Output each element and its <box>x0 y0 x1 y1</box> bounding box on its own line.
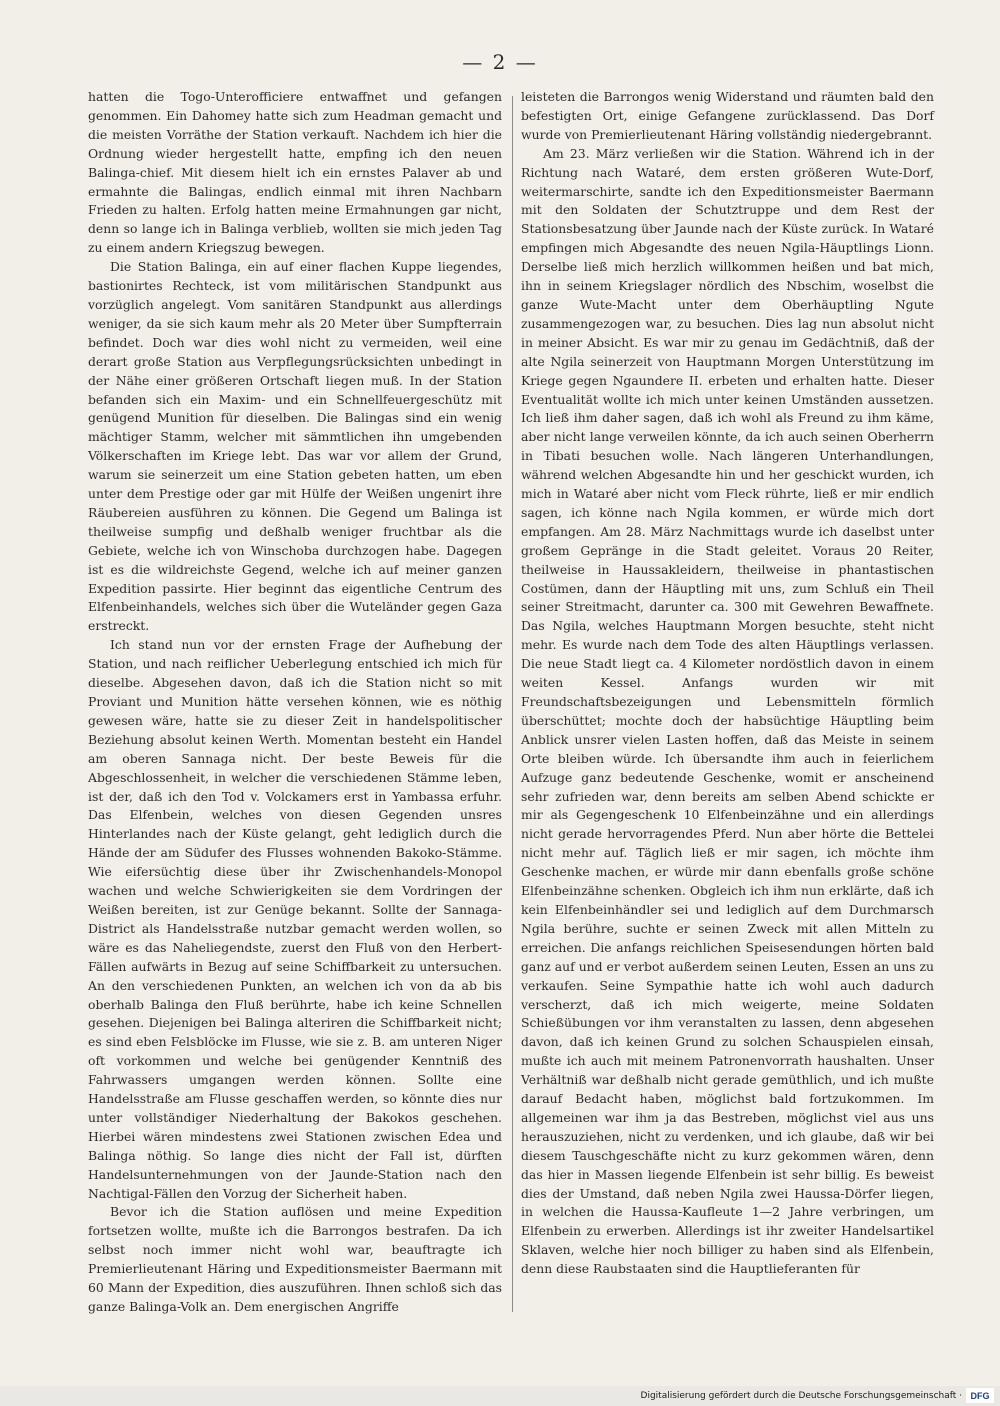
left-column <box>88 88 502 1317</box>
paragraph: hatten die Togo-Unterofficiere entwaffnet und gefangen genommen. Ein Dahomey hatte sich zum Headman gemacht und die meisten Vorräthe der Station verkauft. Nachdem ich hier die Ordnung wieder hergestellt hatte, empfing ich den neuen Balinga-chief. Mit diesem hielt ich ein ernstes Palaver ab und ermahnte die Balingas, endlich einmal mit ihren Nachbarn Frieden zu halten. Erfolg hatten meine Ermahnungen gar nicht, denn so lange ich in Balinga verblieb, wollten sie mich jeden Tag zu einem andern Kriegszug bewegen. <box>88 89 502 256</box>
dfg-logo-icon <box>966 1388 994 1403</box>
footer-credit: Digitalisierung gefördert durch die Deutsche Forschungsgemeinschaft · <box>640 1391 962 1401</box>
paragraph: Ich stand nun vor der ernsten Frage der Aufhebung der Station, und nach reiflicher Ueberlegung entschied ich mich für dieselbe. Abgesehen davon, daß ich die Station nicht so mit Proviant und Munition hätte versehen können, wie es nöthig gewesen wäre, hatte sie zu dieser Zeit in handelspolitischer Beziehung absolut keinen Werth. Momentan besteht ein Handel am oberen Sannaga nicht. Der beste Beweis für die Abgeschlossenheit, in welcher die verschiedenen Stämme leben, ist der, daß ich den Tod v. Volckamers erst in Yambassa erfuhr. Das Elfenbein, welches von diesen Gegenden unsres Hinterlandes nach der Küste gelangt, geht lediglich durch die Hände der am Südufer des Flusses wohnenden Bakoko-Stämme. Wie eifersüchtig diese über ihr Zwischenhandels-Monopol wachen und welche Schwierigkeiten sie dem Vordringen der Weißen bereiten, ist zur Genüge bekannt. Sollte der Sannaga-District als Handelsstraße nutzbar gemacht werden wollen, so wäre es das Naheliegendste, zuerst den Fluß von den Herbert-Fällen aufwärts in Bezug auf seine Schiffbarkeit zu untersuchen. An den verschiedenen Punkten, an welchen ich von da ab bis oberhalb Balinga den Fluß berührte, habe ich keine Schnellen gesehen. Diejenigen bei Balinga alteriren die Schiffbarkeit nicht; es sind eben Felsblöcke im Flusse, wie sie z. B. am unteren Niger oft vorkommen und welche bei genügender Kenntniß des Fahrwassers umgangen werden können. Sollte eine Handelsstraße am Flusse geschaffen werden, so könnte dies nur unter vollständiger Niederhaltung der Bakokos geschehen. Hierbei wären mindestens zwei Stationen zwischen Edea und Balinga nöthig. So lange dies nicht der Fall ist, dürften Handelsunternehmungen von der Jaunde-Station nach den Nachtigal-Fällen den Vorzug der Sicherheit haben. <box>88 637 502 1201</box>
paragraph: leisteten die Barrongos wenig Widerstand und räumten bald den befestigten Ort, einige Gefangene zurücklassend. Das Dorf wurde von Premierlieutenant Häring vollständig niedergebrannt. <box>521 89 934 142</box>
column-divider <box>512 96 513 1312</box>
paragraph: Am 23. März verließen wir die Station. Während ich in der Richtung nach Wataré, dem ersten größeren Wute-Dorf, weitermarschirte, sandte ich den Expeditionsmeister Baermann mit den Soldaten der Schutztruppe und dem Rest der Stationsbesatzung über Jaunde nach der Küste zurück. In Wataré empfingen mich Abgesandte des neuen Ngila-Häuptlings Lionn. Derselbe ließ mich herzlich willkommen heißen und bat mich, ihn in seinem Kriegslager nördlich des Nbschim, woselbst die ganze Wute-Macht unter dem Oberhäuptling Ngute zusammengezogen war, zu besuchen. Dies lag nun absolut nicht in meiner Absicht. Es war mir zu genau im Gedächtniß, daß der alte Ngila seinerzeit von Hauptmann Morgen Unterstützung im Kriege gegen Ngaundere II. erbeten und erhalten hatte. Dieser Eventualität wollte ich mich unter keinen Umständen aussetzen. Ich ließ ihm daher sagen, daß ich wohl als Freund zu ihm käme, aber nicht lange verweilen könnte, da ich auch seinen Oberherrn in Tibati besuchen wolle. Nach längeren Unterhandlungen, während welchen Abgesandte hin und her geschickt wurden, ich mich in Wataré aber nicht vom Fleck rührte, ließ er mir endlich sagen, ich könne nach Ngila kommen, er würde mich dort empfangen. Am 28. März Nachmittags wurde ich daselbst unter großem Gepränge in die Stadt geleitet. Voraus 20 Reiter, theilweise in Haussakleidern, theilweise in phantastischen Costümen, dann der Häuptling mit uns, zum Schluß ein Theil seiner Streitmacht, darunter ca. 300 mit Gewehren Bewaffnete. Das Ngila, welches Hauptmann Morgen besuchte, steht nicht mehr. Es wurde nach dem Tode des alten Häuptlings verlassen. Die neue Stadt liegt ca. 4 Kilometer nordöstlich davon in einem weiten Kessel. Anfangs wurden wir mit Freundschaftsbezeigungen und Lebensmitteln förmlich überschüttet; mochte doch der habsüchtige Häuptling beim Anblick unsrer vielen Lasten hoffen, daß das Meiste in seinem Orte bleiben würde. Ich übersandte ihm auch in feierlichem Aufzuge ganz bedeutende Geschenke, womit er anscheinend sehr zufrieden war, denn bereits am selben Abend schickte er mir als Gegengeschenk 10 Elfenbeinzähne und ein allerdings nicht gerade hervorragendes Pferd. Nun aber hörte die Bettelei nicht mehr auf. Täglich ließ er mir sagen, ich möchte ihm Geschenke machen, er würde mir dann ebenfalls große schöne Elfenbeinzähne schenken. Obgleich ich ihm nun erklärte, daß ich kein Elfenbeinhändler sei und lediglich auf dem Durchmarsch Ngila berühre, suchte er seinen Zweck mit allen Mitteln zu erreichen. Die anfangs reichlichen Speisesendungen hörten bald ganz auf und er verbot außerdem seinen Leuten, Essen an uns zu verkaufen. Seine Sympathie hatte ich wohl auch dadurch verscherzt, daß ich mich weigerte, meine Soldaten Schießübungen vor ihm veranstalten zu lassen, denn abgesehen davon, daß ich keinen Grund zu solchen Schauspielen einsah, mußte ich auch mit meinem Patronenvorrath haushalten. Unser Verhältniß war deßhalb nicht gerade gemüthlich, und ich mußte darauf Bedacht haben, möglichst bald fortzukommen. Im allgemeinen war ihm ja das Bestreben, möglichst viel aus uns herauszuziehen, nicht zu verdenken, und ich glaube, daß wir bei diesem Tauschgeschäfte nicht zu kurz gekommen wären, denn das hier in Massen liegende Elfenbein ist sehr billig. Es beweist dies der Umstand, daß neben Ngila zwei Haussa-Dörfer liegen, in welchen die Haussa-Kaufleute 1—2 Jahre verbringen, um Elfenbein zu erwerben. Allerdings ist ihr zweiter Handelsartikel Sklaven, welche hier noch billiger zu haben sind als Elfenbein, denn diese Raubstaaten sind die Hauptlieferanten für <box>521 145 934 1277</box>
paragraph: Die Station Balinga, ein auf einer flachen Kuppe liegendes, bastionirtes Rechteck, ist vom militärischen Standpunkt aus vorzüglich angelegt. Vom sanitären Standpunkt aus allerdings weniger, da sie sich kaum mehr als 20 Meter über Sumpfterrain befindet. Doch war dies wohl nicht zu vermeiden, weil eine derart große Station aus Verpflegungsrücksichten unbedingt in der Nähe einer größeren Ortschaft liegen muß. In der Station befanden sich ein Maxim- und ein Schnellfeuergeschütz mit genügend Munition für dieselben. Die Balingas sind ein wenig mächtiger Stamm, welcher mit sämmtlichen ihn umgebenden Völkerschaften im Kriege lebt. Das war vor allem der Grund, warum sie seinerzeit um eine Station gebeten hatten, um eben unter dem Prestige oder gar mit Hülfe der Weißen ungenirt ihre Räubereien ausführen zu können. Die Gegend um Balinga ist theilweise sumpfig und deßhalb weniger fruchtbar als die Gebiete, welche ich von Winschoba durchzogen habe. Dagegen ist es die wildreichste Gegend, welche ich auf meiner ganzen Expedition passirte. Hier beginnt das eigentliche Centrum des Elfenbeinhandels, welches sich über die Wuteländer gegen Gaza erstreckt. <box>88 259 502 634</box>
paragraph: Bevor ich die Station auflösen und meine Expedition fortsetzen wollte, mußte ich die Barrongos bestrafen. Da ich selbst noch immer nicht wohl war, beauftragte ich Premierlieutenant Häring und Expeditionsmeister Baermann mit 60 Mann der Expedition, dies auszuführen. Ihnen schloß sich das ganze Balinga-Volk an. Dem energischen Angriffe <box>88 1204 502 1314</box>
page-number: — 2 — <box>462 50 538 74</box>
dfg-logo-text: DFG <box>970 1391 990 1401</box>
right-column <box>521 88 934 1279</box>
